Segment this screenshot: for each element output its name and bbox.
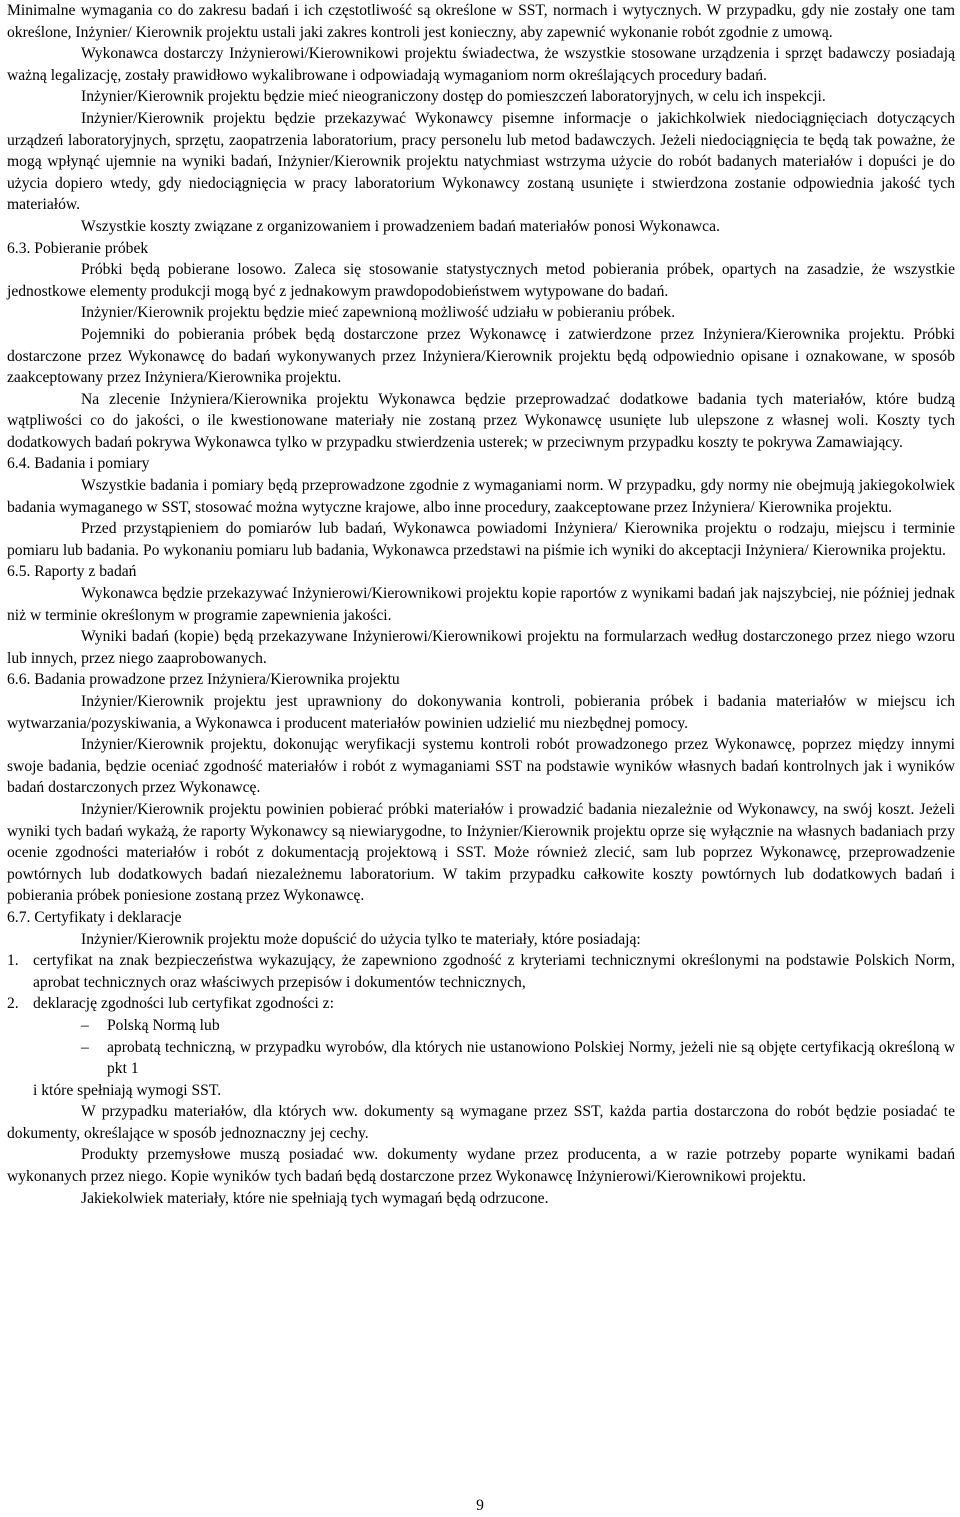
paragraph: Wykonawca dostarczy Inżynierowi/Kierownikowi projektu świadectwa, że wszystkie stosowane urządzenia i sprzęt badawczy posiadają ważną legalizację, zostały prawidłowo wykalibrowane i odpowiadają wymaganiom norm określających procedury badań.: [7, 45, 955, 84]
list-number: 1.: [7, 952, 19, 970]
list-item-text: aprobatą techniczną, w przypadku wyrobów, dla których nie ustanowiono Polskiej Normy, jeżeli nie są objęte certyfikacją określoną w pkt 1: [107, 1038, 955, 1078]
paragraph: W przypadku materiałów, dla których ww. dokumenty są wymagane przez SST, każda partia dostarczona do robót będzie posiadać te dokumenty, określające w sposób jednoznaczny jej cechy.: [7, 1103, 955, 1142]
dash-marker: –: [81, 1016, 89, 1034]
dash-list-item: [81, 1037, 955, 1080]
paragraph: Jakiekolwiek materiały, które nie spełniają tych wymagań będą odrzucone.: [81, 1189, 549, 1207]
paragraph: Wyniki badań (kopie) będą przekazywane Inżynierowi/Kierownikowi projektu na formularzach według dostarczonego przez niego wzoru lub innych, przez niego zaaprobowanych.: [7, 628, 955, 667]
section-heading: 6.4. Badania i pomiary: [7, 455, 150, 473]
list-item-text: Polską Normą lub: [107, 1016, 220, 1034]
section-heading: 6.6. Badania prowadzone przez Inżyniera/Kierownika projektu: [7, 671, 400, 689]
paragraph: Wszystkie koszty związane z organizowaniem i prowadzeniem badań materiałów ponosi Wykonawca.: [81, 217, 720, 235]
document-page: [7, 0, 955, 1209]
paragraph: Inżynier/Kierownik projektu może dopuścić do użycia tylko te materiały, które posiadają:: [81, 930, 641, 948]
paragraph: Pojemniki do pobierania próbek będą dostarczone przez Wykonawcę i zatwierdzone przez Inżyniera/Kierownika projektu. Próbki dostarczone przez Wykonawcę do badań wykonywanych przez Inżyniera/Kierownik projektu będą odpowiednio opisane i oznakowane, w sposób zaakceptowany przez Inżyniera/Kierownika projektu.: [7, 325, 955, 387]
numbered-list-item: [7, 993, 955, 1015]
paragraph: Wszystkie badania i pomiary będą przeprowadzone zgodnie z wymaganiami norm. W przypadku, gdy normy nie obejmują jakiegokolwiek badania wymaganego w SST, stosować można wytyczne krajowe, albo inne procedury, zaakceptowane przez Inżyniera/ Kierownika projektu.: [7, 477, 955, 516]
paragraph: Inżynier/Kierownik projektu jest uprawniony do dokonywania kontroli, pobierania próbek i badania materiałów w miejscu ich wytwarzania/pozyskiwania, a Wykonawca i producent materiałów powinien udzielić mu niezbędnej pomocy.: [7, 693, 955, 732]
dash-marker: –: [81, 1038, 89, 1056]
paragraph: Inżynier/Kierownik projektu powinien pobierać próbki materiałów i prowadzić badania niezależnie od Wykonawcy, na swój koszt. Jeżeli wyniki tych badań wykażą, że raporty Wykonawcy są niewiarygodne, to Inżynier/Kierownik projektu oprze się wyłącznie na własnych badaniach przy ocenie zgodności materiałów i robót z dokumentacją projektową i SST. Może również zlecić, sam lub poprzez Wykonawcę, przeprowadzenie powtórnych lub dodatkowych badań niezależnemu laboratorium. W takim przypadku całkowite koszty powtórnych lub dodatkowych badań i pobierania próbek poniesione zostaną przez Wykonawcę.: [7, 800, 955, 905]
paragraph: Próbki będą pobierane losowo. Zaleca się stosowanie statystycznych metod pobierania próbek, opartych na zasadzie, że wszystkie jednostkowe elementy produkcji mogą być z jednakowym prawdopodobieństwem wytypowane do badań.: [7, 261, 955, 300]
paragraph: Inżynier/Kierownik projektu, dokonując weryfikacji systemu kontroli robót prowadzonego przez Wykonawcę, poprzez między innymi swoje badania, będzie oceniać zgodność materiałów i robót z wymaganiami SST na podstawie wyników własnych badań kontrolnych jak i wyników badań dostarczonych przez Wykonawcę.: [7, 736, 955, 797]
paragraph: Inżynier/Kierownik projektu będzie mieć nieograniczony dostęp do pomieszczeń laboratoryjnych, w celu ich inspekcji.: [81, 88, 826, 106]
page-number: 9: [476, 1497, 484, 1514]
paragraph: Produkty przemysłowe muszą posiadać ww. dokumenty wydane przez producenta, a w razie potrzeby poparte wynikami badań wykonanych przez niego. Kopie wyników tych badań będą dostarczone przez Wykonawcę Inżynierowi/Kierownikowi projektu.: [7, 1146, 955, 1186]
section-heading: 6.7. Certyfikaty i deklaracje: [7, 908, 182, 926]
paragraph: Minimalne wymagania co do zakresu badań i ich częstotliwość są określone w SST, normach i wytycznych. W przypadku, gdy nie zostały one tam określone, Inżynier/ Kierownik projektu ustali jaki zakres kontroli jest konieczny, aby zapewnić wykonanie robót zgodnie z umową.: [7, 2, 955, 41]
list-item-text: deklarację zgodności lub certyfikat zgodności z:: [33, 995, 334, 1013]
list-continuation: i które spełniają wymogi SST.: [33, 1081, 222, 1099]
section-heading: 6.3. Pobieranie próbek: [7, 239, 149, 257]
list-number: 2.: [7, 995, 19, 1013]
dash-list-item: [81, 1015, 955, 1037]
paragraph: Inżynier/Kierownik projektu będzie przekazywać Wykonawcy pisemne informacje o jakichkolwiek niedociągnięciach dotyczących urządzeń laboratoryjnych, sprzętu, zaopatrzenia laboratorium, pracy personelu lub metod badawczych. Jeżeli niedociągnięcia te będą tak poważne, że mogą wpłynąć ujemnie na wyniki badań, Inżynier/Kierownik projektu natychmiast wstrzyma użycie do robót badanych materiałów i dopuści je do użycia dopiero wtedy, gdy niedociągnięcia w pracy laboratorium Wykonawcy zostaną usunięte i stwierdzona zostanie odpowiednia jakość tych materiałów.: [7, 109, 955, 214]
section-heading: 6.5. Raporty z badań: [7, 563, 137, 581]
paragraph: Inżynier/Kierownik projektu będzie mieć zapewnioną możliwość udziału w pobieraniu próbek.: [81, 304, 676, 322]
paragraph: Wykonawca będzie przekazywać Inżynierowi/Kierownikowi projektu kopie raportów z wynikami badań jak najszybciej, nie później jednak niż w terminie określonym w programie zapewnienia jakości.: [7, 585, 955, 624]
list-item-text: certyfikat na znak bezpieczeństwa wykazujący, że zapewniono zgodność z kryteriami technicznymi określonymi na podstawie Polskich Norm, aprobat technicznych oraz właściwych przepisów i dokumentów technicznych,: [33, 952, 955, 991]
numbered-list-item: [7, 950, 955, 993]
paragraph: Na zlecenie Inżyniera/Kierownika projektu Wykonawca będzie przeprowadzać dodatkowe badania tych materiałów, które budzą wątpliwości co do jakości, o ile kwestionowane materiały nie zostaną przez Wykonawcę usunięte lub ulepszone z własnej woli. Koszty tych dodatkowych badań pokrywa Wykonawca tylko w przypadku stwierdzenia usterek; w przeciwnym przypadku koszty te pokrywa Zamawiający.: [7, 390, 955, 451]
paragraph: Przed przystąpieniem do pomiarów lub badań, Wykonawca powiadomi Inżyniera/ Kierownika projektu o rodzaju, miejscu i terminie pomiaru lub badania. Po wykonaniu pomiaru lub badania, Wykonawca przedstawi na piśmie ich wyniki do akceptacji Inżyniera/ Kierownika projektu.: [7, 520, 955, 559]
